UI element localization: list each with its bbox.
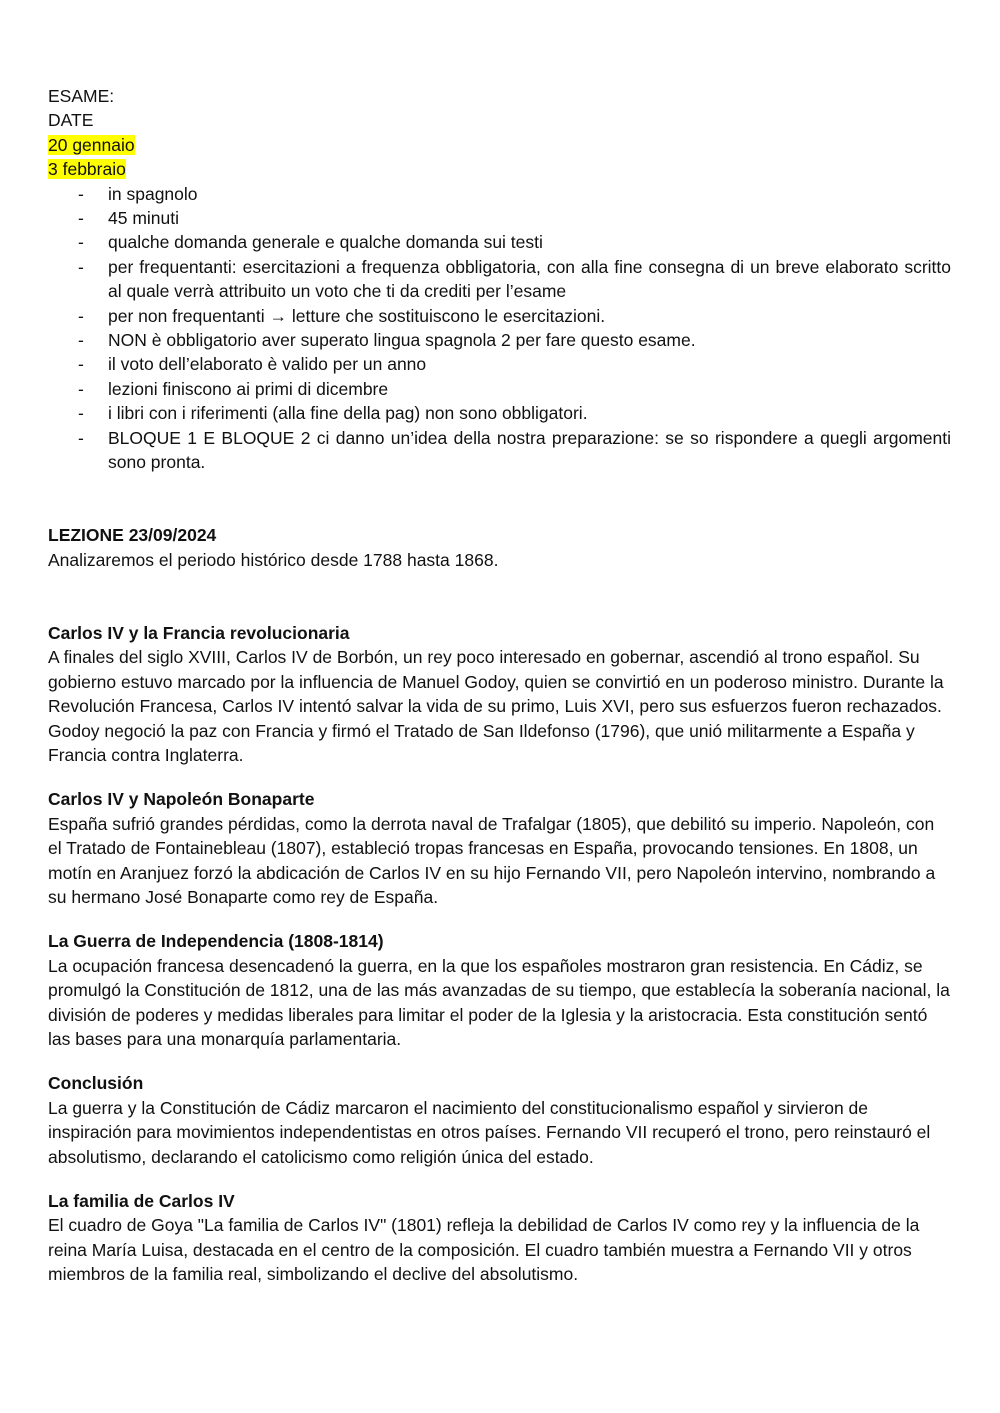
document-page: [48, 84, 951, 1287]
list-item-text: il voto dell’elaborato è valido per un anno: [108, 354, 427, 375]
spacer: [48, 475, 951, 524]
dash-bullet: -: [78, 232, 84, 253]
spacer: [48, 1051, 951, 1071]
dash-bullet: -: [78, 330, 84, 351]
list-item: [48, 304, 951, 328]
section-title: Conclusión: [48, 1073, 144, 1094]
list-item-text: BLOQUE 1 E BLOQUE 2 ci danno un’idea della nostra preparazione: se so rispondere a quegli argomenti sono pronta.: [108, 427, 951, 473]
list-item: [48, 206, 951, 230]
section-body: La guerra y la Constitución de Cádiz marcaron el nacimiento del constitucionalismo español y sirvieron de inspiración para movimientos independentistas en otros países. Fernando VII recuperó el trono, pero reinstauró el absolutismo, declarando el catolicismo como religión única del estado.: [48, 1097, 931, 1167]
list-item: [48, 182, 951, 206]
list-item: [48, 230, 951, 254]
list-item: [48, 401, 951, 425]
highlighted-date: 3 febbraio: [48, 159, 126, 180]
list-item: [48, 426, 951, 475]
list-item-text: 45 minuti: [108, 208, 180, 229]
list-item: [48, 255, 951, 304]
dash-bullet: -: [78, 208, 84, 229]
section-body: La ocupación francesa desencadenó la guerra, en la que los españoles mostraron gran resistencia. En Cádiz, se promulgó la Constitución de 1812, una de las más avanzadas de su tiempo, que establecía la soberanía nacional, la división de poderes y medidas liberales para limitar el poder de la Iglesia y la aristocracia. Esta constitución sentó las bases para una monarquía parlamentaria.: [48, 955, 950, 1049]
dash-bullet: -: [78, 256, 84, 277]
section-title: Carlos IV y Napoleón Bonaparte: [48, 789, 315, 810]
list-item-text: qualche domanda generale e qualche domanda sui testi: [108, 232, 543, 253]
spacer: [48, 572, 951, 621]
section-title: La Guerra de Independencia (1808-1814): [48, 931, 384, 952]
list-item-text: i libri con i riferimenti (alla fine della pag) non sono obbligatori.: [108, 403, 588, 424]
date-label: DATE: [48, 110, 94, 131]
spacer: [48, 1169, 951, 1189]
spacer: [48, 909, 951, 929]
exam-date-2: [48, 157, 951, 181]
list-item: [48, 328, 951, 352]
dash-bullet: -: [78, 378, 84, 399]
dash-bullet: -: [78, 305, 84, 326]
list-item: [48, 377, 951, 401]
list-item-text: lezioni finiscono ai primi di dicembre: [108, 378, 389, 399]
exam-info-list: [48, 182, 951, 475]
spacer: [48, 767, 951, 787]
section-body: España sufrió grandes pérdidas, como la derrota naval de Trafalgar (1805), que debilitó su imperio. Napoleón, con el Tratado de Fontainebleau (1807), estableció tropas francesas en España, provocando tensiones. En 1808, un motín en Aranjuez forzó la abdicación de Carlos IV en su hijo Fernando VII, pero Napoleón intervino, nombrando a su hermano José Bonaparte como rey de España.: [48, 813, 936, 907]
exam-heading: ESAME:: [48, 86, 115, 106]
dash-bullet: -: [78, 403, 84, 424]
list-item-text: NON è obbligatorio aver superato lingua spagnola 2 per fare questo esame.: [108, 330, 696, 351]
dash-bullet: -: [78, 354, 84, 375]
list-item: [48, 352, 951, 376]
section-body: A finales del siglo XVIII, Carlos IV de Borbón, un rey poco interesado en gobernar, ascendió al trono español. Su gobierno estuvo marcado por la influencia de Manuel Godoy, quien se convirtió en un poderoso ministro. Durante la Revolución Francesa, Carlos IV intentó salvar la vida de su primo, Luis XVI, pero sus esfuerzos fueron rechazados. Godoy negoció la paz con Francia y firmó el Tratado de San Ildefonso (1796), que unió militarmente a España y Francia contra Inglaterra.: [48, 647, 944, 765]
highlighted-date: 20 gennaio: [48, 134, 135, 155]
dash-bullet: -: [78, 427, 84, 448]
list-item-text: in spagnolo: [108, 183, 198, 204]
lesson-title: LEZIONE 23/09/2024: [48, 525, 217, 546]
exam-date-1: [48, 133, 951, 157]
section-title: La familia de Carlos IV: [48, 1191, 235, 1212]
list-item-text: per non frequentanti → letture che sostituiscono le esercitazioni.: [108, 305, 606, 326]
section-body: El cuadro de Goya "La familia de Carlos IV" (1801) refleja la debilidad de Carlos IV como rey y la influencia de la reina María Luisa, destacada en el centro de la composición. El cuadro también muestra a Fernando VII y otros miembros de la familia real, simbolizando el declive del absolutismo.: [48, 1215, 920, 1285]
dash-bullet: -: [78, 183, 84, 204]
section-title: Carlos IV y la Francia revolucionaria: [48, 622, 350, 643]
list-item-text: per frequentanti: esercitazioni a frequenza obbligatoria, con alla fine consegna di un breve elaborato scritto al quale verrà attribuito un voto che ti da crediti per l’esame: [108, 256, 951, 302]
lesson-intro: Analizaremos el periodo histórico desde 1788 hasta 1868.: [48, 549, 499, 570]
